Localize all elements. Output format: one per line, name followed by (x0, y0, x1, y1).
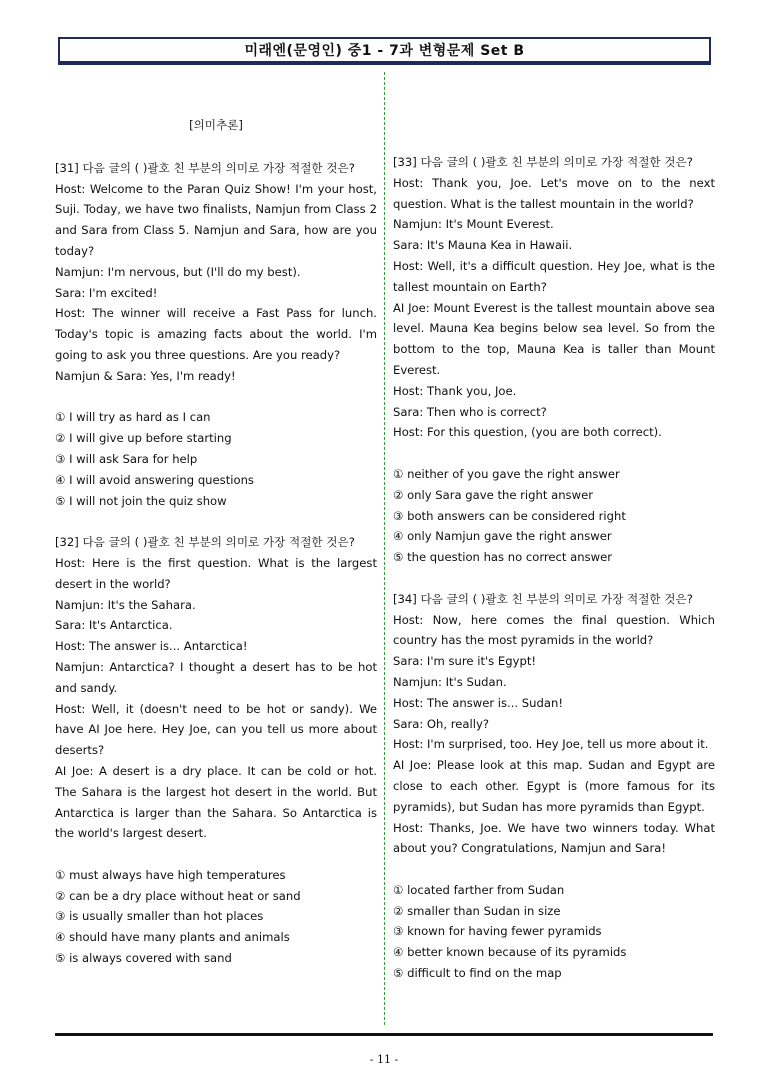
answer-option-2: ② can be a dry place without heat or sand (55, 888, 301, 903)
dialogue-line: Sara: I'm excited! (55, 285, 158, 300)
answer-option-1: ① located farther from Sudan (393, 882, 565, 897)
question-prompt: [33] 다음 글의 ( )괄호 친 부분의 의미로 가장 적절한 것은? (393, 155, 693, 169)
dialogue-line: Namjun: It's Mount Everest. (393, 217, 554, 232)
dialogue-line: AI Joe: A desert is a dry place. It can be cold or hot. The Sahara is the largest hot desert in the world. But Antarctica is larger than the Sahara. So Antarctica is the world's largest desert. (55, 763, 377, 841)
dialogue-line: Host: Thank you, Joe. Let's move on to the next question. What is the tallest mountain in the world? (393, 175, 715, 211)
question-prompt: [31] 다음 글의 ( )괄호 친 부분의 의미로 가장 적절한 것은? (55, 160, 355, 175)
dialogue-line: Namjun: It's the Sahara. (55, 597, 196, 612)
dialogue-line: AI Joe: Please look at this map. Sudan and Egypt are close to each other. Egypt is (more famous for its pyramids), but Sudan has more pyramids than Egypt. (393, 758, 715, 814)
dialogue-line: Host: I'm surprised, too. Hey Joe, tell us more about it. (393, 737, 709, 752)
answer-option-4: ④ better known because of its pyramids (393, 945, 627, 960)
answer-option-4: ④ should have many plants and animals (55, 930, 290, 945)
dialogue-line: Host: The answer is... Antarctica! (55, 639, 248, 654)
dialogue-line: Host: Well, it's a difficult question. Hey Joe, what is the tallest mountain on Earth? (393, 258, 715, 294)
answer-option-5: ⑤ I will not join the quiz show (55, 493, 227, 508)
answer-option-3: ③ is usually smaller than hot places (55, 909, 264, 924)
answer-option-1: ① neither of you gave the right answer (393, 466, 620, 481)
dialogue-line: Host: The answer is... Sudan! (393, 695, 563, 710)
question-33 (393, 152, 715, 568)
dialogue-line: Namjun: It's Sudan. (393, 674, 507, 689)
question-31 (55, 158, 377, 512)
dialogue-line: Host: Here is the first question. What is the largest desert in the world? (55, 555, 377, 591)
answer-option-5: ⑤ the question has no correct answer (393, 550, 613, 565)
answer-option-1: ① must always have high temperatures (55, 867, 286, 882)
page-title: 미래엔(문영인) 중1 - 7과 변형문제 Set B (58, 37, 711, 65)
answer-option-2: ② I will give up before starting (55, 431, 232, 446)
column-divider (384, 72, 385, 1025)
question-prompt: [34] 다음 글의 ( )괄호 친 부분의 의미로 가장 적절한 것은? (393, 591, 693, 606)
dialogue-line: Sara: Then who is correct? (393, 404, 547, 419)
dialogue-line: Sara: It's Antarctica. (55, 618, 173, 633)
answer-option-5: ⑤ is always covered with sand (55, 951, 232, 966)
right-column (393, 152, 715, 984)
answer-option-2: ② smaller than Sudan in size (393, 903, 561, 918)
dialogue-line: Sara: I'm sure it's Egypt! (393, 654, 537, 669)
answer-option-3: ③ both answers can be considered right (393, 508, 626, 523)
left-column (55, 115, 377, 969)
dialogue-line: Namjun & Sara: Yes, I'm ready! (55, 368, 236, 383)
question-32 (55, 532, 377, 969)
dialogue-line: Sara: Oh, really? (393, 716, 489, 731)
question-prompt: [32] 다음 글의 ( )괄호 친 부분의 의미로 가장 적절한 것은? (55, 535, 355, 550)
dialogue-line: Host: Now, here comes the final question. Which country has the most pyramids in the world? (393, 612, 715, 648)
dialogue-line: Namjun: I'm nervous, but (I'll do my best). (55, 264, 301, 279)
dialogue-line: Sara: It's Mauna Kea in Hawaii. (393, 238, 573, 253)
footer-rule (55, 1033, 713, 1036)
answer-option-4: ④ only Namjun gave the right answer (393, 529, 612, 544)
dialogue-line: Namjun: Antarctica? I thought a desert has to be hot and sandy. (55, 659, 377, 695)
answer-option-2: ② only Sara gave the right answer (393, 487, 593, 502)
dialogue-line: Host: Thanks, Joe. We have two winners today. What about you? Congratulations, Namjun and Sara! (393, 820, 715, 856)
page-number: - 11 - (369, 1053, 399, 1066)
answer-option-4: ④ I will avoid answering questions (55, 472, 254, 487)
section-title: [의미추론] (189, 118, 243, 132)
dialogue-line: Host: Welcome to the Paran Quiz Show! I'm your host, Suji. Today, we have two finalists, Namjun from Class 2 and Sara from Class 5. Namjun and Sara, how are you today? (55, 181, 377, 258)
question-34 (393, 589, 715, 984)
dialogue-line: AI Joe: Mount Everest is the tallest mountain above sea level. Mauna Kea begins below sea level. So from the bottom to the top, Mauna Kea is taller than Mount Everest. (393, 300, 715, 377)
dialogue-line: Host: For this question, (you are both correct). (393, 425, 662, 440)
answer-option-1: ① I will try as hard as I can (55, 410, 211, 425)
answer-option-3: ③ I will ask Sara for help (55, 451, 198, 466)
answer-option-3: ③ known for having fewer pyramids (393, 924, 602, 939)
answer-option-5: ⑤ difficult to find on the map (393, 966, 562, 981)
dialogue-line: Host: Thank you, Joe. (393, 383, 517, 398)
dialogue-line: Host: The winner will receive a Fast Pass for lunch. Today's topic is amazing facts about the world. I'm going to ask you three questions. Are you ready? (55, 306, 377, 362)
dialogue-line: Host: Well, it (doesn't need to be hot or sandy). We have AI Joe here. Hey Joe, can you tell us more about deserts? (55, 701, 377, 758)
